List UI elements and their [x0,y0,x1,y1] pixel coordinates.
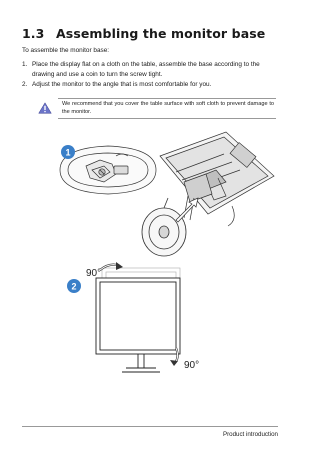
step-number: 1. [22,61,28,68]
note-divider-bottom [58,118,276,119]
step-text: Adjust the monitor to the angle that is most comfortable for you. [32,81,212,89]
monitor-back-panel [160,132,274,214]
step-badge-label: 2 [71,281,77,292]
bottom-angle-label: 90° [184,360,200,371]
tilt-angle-illustration [56,256,206,382]
step-number: 2. [22,81,28,89]
footer-divider [22,426,278,427]
steps-list [22,60,272,91]
monitor-front [96,278,180,372]
section-heading [22,26,265,41]
section-title: Assembling the monitor base [56,26,266,41]
round-base [142,198,186,256]
base-assembly-illustration [56,126,280,268]
step-item [22,60,272,79]
note-divider-top [58,98,276,99]
warning-triangle-icon [38,102,52,114]
step-text: Place the display flat on a cloth on the table, assemble the base according to the drawing and use a coin to turn the screw tight. [32,61,260,78]
section-number: 1.3 [22,26,45,41]
note-text: We recommend that you cover the table surface with soft cloth to prevent damage to the monitor. [62,101,274,115]
top-angle-label: 90° [86,268,102,279]
page-footer: Product introduction [222,431,278,438]
step-item [22,80,272,90]
step-badge-label: 1 [65,147,71,158]
intro-text: To assemble the monitor base: [22,47,110,54]
